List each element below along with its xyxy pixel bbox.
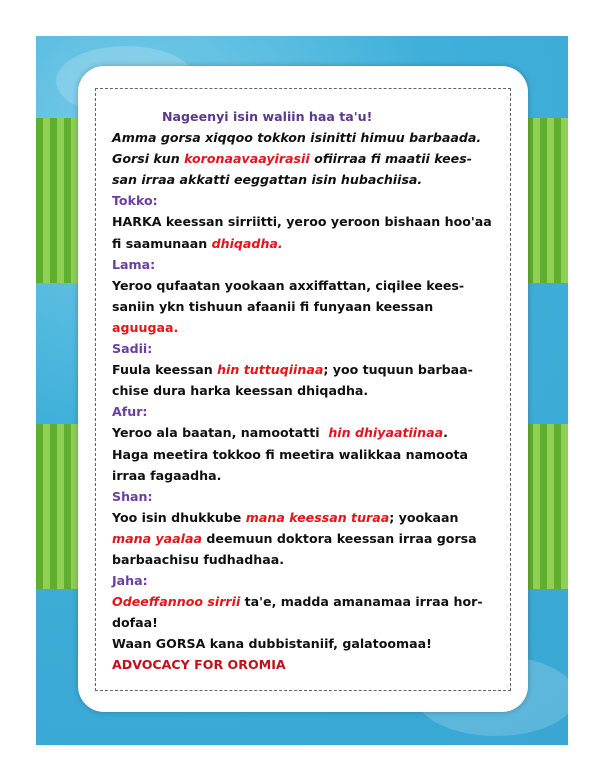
highlight: koronaavaayirasii — [184, 151, 310, 167]
closing-line: Waan GORSA kana dubbistaniif, galatoomaa! — [112, 636, 432, 652]
heading-jaha: Jaha: — [112, 573, 148, 589]
text-line — [112, 528, 512, 549]
advice-text — [112, 106, 512, 676]
text-line — [112, 422, 512, 443]
heading-sadii: Sadii: — [112, 341, 153, 357]
text: Fuula keessan — [112, 362, 218, 378]
text-line — [112, 591, 512, 612]
text-line: barbaachisu fudhadhaa. — [112, 551, 285, 567]
highlight: Odeeffannoo sirrii — [112, 594, 241, 610]
text-line: irraa fagaadha. — [112, 467, 222, 483]
text: ; yookaan — [389, 509, 459, 525]
text-line — [112, 233, 512, 254]
text-line — [112, 359, 512, 380]
highlight: hin tuttuqiinaa — [217, 362, 324, 378]
organization-name: ADVOCACY FOR OROMIA — [112, 657, 286, 673]
text-line — [112, 507, 512, 528]
text-line: HARKA keessan sirriitti, yeroo yeroon bishaan hoo'aa — [112, 214, 492, 230]
text: fi saamunaan — [112, 235, 212, 251]
highlight: mana keessan turaa — [245, 509, 390, 525]
text: ta'e, madda amanamaa irraa hor- — [240, 594, 483, 610]
text-line: saniin ykn tishuun afaanii fi funyaan keessan — [112, 298, 434, 314]
heading-afur: Afur: — [112, 404, 148, 420]
highlight: mana yaalaa — [112, 530, 202, 546]
intro-line: san irraa akkatti eeggattan isin hubachiisa. — [112, 172, 423, 188]
text: ; yoo tuquun barbaa- — [323, 362, 473, 378]
text-line: Yeroo qufaatan yookaan axxiffattan, ciqilee kees- — [112, 277, 465, 293]
text: . — [443, 425, 448, 441]
text: ofiirraa fi maatii kees- — [309, 151, 472, 167]
heading-tokko: Tokko: — [112, 193, 158, 209]
title: Nageenyi isin waliin haa ta'u! — [162, 109, 373, 124]
highlight: hin dhiyaatiinaa — [328, 425, 444, 441]
highlight-line: aguugaa. — [112, 319, 179, 335]
text: Yeroo ala baatan, namootatti — [112, 425, 329, 441]
intro-line: Amma gorsa xiqqoo tokkon isinitti himuu barbaada. — [112, 130, 482, 146]
text-line: Haga meetira tokkoo fi meetira walikkaa namoota — [112, 446, 469, 462]
text: Yoo isin dhukkube — [112, 509, 246, 525]
text: deemuun doktora keessan irraa gorsa — [202, 530, 477, 546]
heading-lama: Lama: — [112, 256, 156, 272]
heading-shan: Shan: — [112, 488, 153, 504]
text: Gorsi kun — [112, 151, 185, 167]
text-line: dofaa! — [112, 615, 158, 631]
intro-line — [112, 148, 512, 169]
text-line: chise dura harka keessan dhiqadha. — [112, 383, 369, 399]
highlight: dhiqadha. — [211, 235, 283, 251]
